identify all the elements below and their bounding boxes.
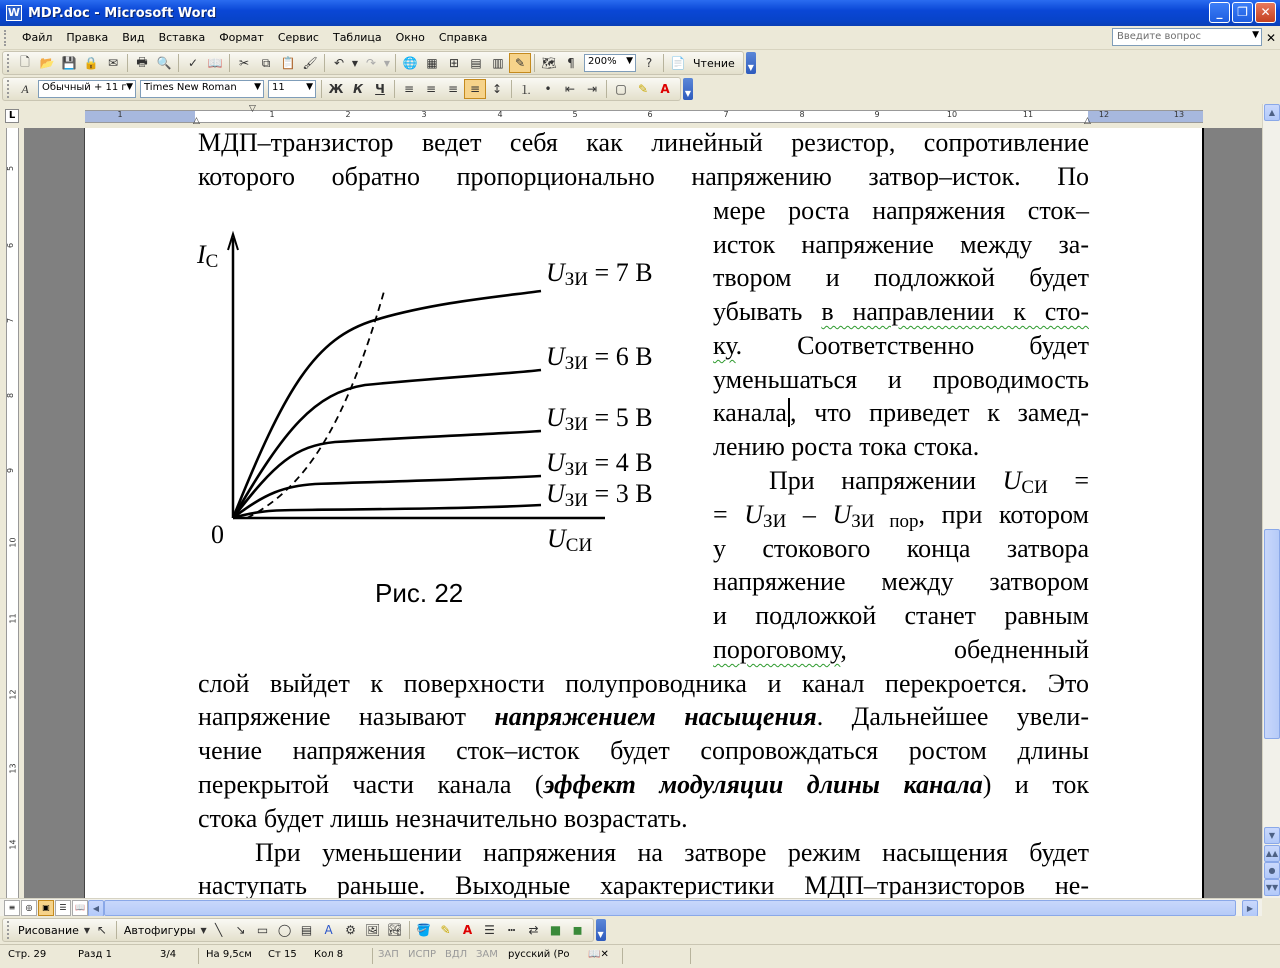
reading-layout-icon[interactable]: 📄 bbox=[670, 56, 686, 70]
curve-label-6v: $U_{ЗИ} = 6$ В bbox=[546, 342, 653, 374]
window-title: MDP.doc - Microsoft Word bbox=[28, 5, 217, 21]
curve-label-4v: $U_{ЗИ} = 4$ В bbox=[546, 448, 653, 480]
font-color-draw-icon[interactable]: A bbox=[462, 923, 473, 937]
doc-line: напряжение между затвором bbox=[713, 567, 1089, 596]
ruler-number: 8 bbox=[799, 110, 805, 119]
document-area[interactable] bbox=[24, 128, 1262, 898]
minimize-button[interactable]: _ bbox=[1209, 2, 1230, 23]
scroll-left-icon[interactable]: ◀ bbox=[88, 900, 104, 917]
redo-dropdown-icon[interactable]: ▼ bbox=[383, 58, 391, 68]
style-value: Обычный + 11 г bbox=[42, 82, 127, 93]
close-document-icon[interactable]: ✕ bbox=[1265, 31, 1276, 45]
origin-label: 0 bbox=[211, 520, 224, 549]
print-icon[interactable]: 🖶 bbox=[136, 54, 148, 69]
toolbar-options-icon[interactable]: ▼ bbox=[683, 78, 693, 100]
doc-text: убывать bbox=[713, 297, 822, 326]
align-left-icon[interactable]: ≡ bbox=[403, 82, 415, 96]
style-dropdown-icon[interactable]: ▼ bbox=[126, 82, 133, 92]
align-center-icon[interactable]: ≡ bbox=[425, 82, 437, 96]
drawing-icon[interactable]: ✎ bbox=[509, 53, 531, 73]
horizontal-scrollbar[interactable] bbox=[0, 898, 1262, 916]
doc-line: чение напряжения сток–исток будет сопровождаться ростом длины bbox=[198, 736, 1089, 765]
menu-table[interactable]: Таблица bbox=[332, 31, 382, 44]
status-section: Разд 1 bbox=[78, 949, 112, 960]
style-select[interactable] bbox=[38, 80, 136, 98]
menu-window[interactable]: Окно bbox=[395, 31, 425, 44]
doc-line: и подложкой станет равным bbox=[713, 601, 1089, 630]
autoshapes-menu-button[interactable]: Автофигуры bbox=[123, 923, 196, 937]
word-app-icon[interactable]: W bbox=[7, 6, 21, 19]
ask-dropdown-icon[interactable]: ▼ bbox=[1252, 30, 1259, 40]
curve-label-3v: $U_{ЗИ} = 3$ В bbox=[546, 479, 653, 511]
zoom-select[interactable] bbox=[584, 54, 636, 72]
copy-icon[interactable]: ⧉ bbox=[261, 55, 271, 70]
spelling-icon[interactable]: ✓ bbox=[187, 56, 199, 70]
doc-line: мере роста напряжения сток– bbox=[713, 196, 1089, 225]
ruler-number: 3 bbox=[421, 110, 427, 119]
font-size-value: 11 bbox=[272, 82, 285, 93]
doc-line bbox=[713, 396, 1089, 430]
first-line-indent-marker[interactable]: ▽ bbox=[249, 104, 256, 114]
help-icon[interactable]: ? bbox=[645, 56, 653, 70]
drawing-toolbar bbox=[0, 916, 1280, 944]
draw-menu-dropdown-icon[interactable]: ▼ bbox=[83, 925, 90, 935]
status-position: На 9,5см bbox=[206, 949, 252, 960]
oval-tool-icon[interactable]: ◯ bbox=[277, 923, 292, 937]
restore-button[interactable]: ❐ bbox=[1232, 2, 1253, 23]
cut-icon[interactable]: ✂ bbox=[238, 56, 250, 70]
menu-bar bbox=[0, 26, 1280, 50]
insert-picture-icon[interactable]: 🏞 bbox=[386, 923, 403, 937]
columns-icon[interactable]: ▥ bbox=[492, 56, 504, 70]
ruler-number: 9 bbox=[6, 467, 16, 474]
redo-icon[interactable]: ↷ bbox=[365, 56, 377, 70]
doc-text-grammar-mark: пороговому bbox=[713, 635, 841, 664]
ruler-number: 2 bbox=[345, 110, 351, 119]
ruler-number: 7 bbox=[6, 317, 16, 324]
menu-file[interactable]: Файл bbox=[22, 31, 53, 44]
save-icon[interactable]: 💾 bbox=[61, 56, 77, 70]
insert-table-icon[interactable]: ⊞ bbox=[448, 56, 460, 70]
ruler-number: 12 bbox=[1098, 110, 1110, 119]
menu-help[interactable]: Справка bbox=[438, 31, 488, 44]
scroll-down-icon[interactable]: ▼ bbox=[1264, 827, 1280, 844]
line-color-icon[interactable]: ✎ bbox=[440, 923, 451, 937]
format-painter-icon[interactable]: 🖌 bbox=[302, 56, 318, 70]
doc-text: канала bbox=[713, 398, 787, 427]
ask-question-placeholder: Введите вопрос bbox=[1117, 31, 1201, 42]
tab-selector-icon[interactable]: L bbox=[5, 109, 19, 123]
ruler-number: 7 bbox=[723, 110, 729, 119]
paste-icon[interactable]: 📋 bbox=[280, 56, 296, 70]
status-extend[interactable]: ВДЛ bbox=[445, 949, 468, 960]
vertical-ruler[interactable] bbox=[0, 128, 24, 898]
toolbar-grip[interactable] bbox=[7, 54, 10, 72]
rectangle-tool-icon[interactable]: ▭ bbox=[256, 923, 269, 937]
vertical-scrollbar[interactable] bbox=[1262, 104, 1280, 898]
show-hide-icon[interactable]: ¶ bbox=[567, 56, 575, 70]
borders-icon[interactable]: ▢ bbox=[615, 82, 627, 96]
scroll-up-icon[interactable]: ▲ bbox=[1264, 104, 1280, 121]
toolbar-options-icon[interactable]: ▼ bbox=[596, 919, 606, 941]
figure-caption: Рис. 22 bbox=[375, 578, 464, 608]
left-indent-marker[interactable]: △ bbox=[193, 116, 200, 126]
ask-question-input[interactable] bbox=[1112, 28, 1262, 46]
doc-line: твором и подложкой будет bbox=[713, 263, 1089, 292]
ruler-number: 9 bbox=[874, 110, 880, 119]
ruler-number: 4 bbox=[497, 110, 503, 119]
autoshapes-dropdown-icon[interactable]: ▼ bbox=[200, 925, 207, 935]
y-axis-label: $I_С$ bbox=[197, 240, 219, 272]
ruler-number: 14 bbox=[8, 839, 18, 850]
previous-page-icon[interactable]: ▲▲ bbox=[1264, 845, 1280, 862]
doc-text: . Соответственно будет bbox=[735, 331, 1089, 360]
font-size-select[interactable] bbox=[268, 80, 316, 98]
email-icon[interactable]: ✉ bbox=[107, 56, 119, 70]
zoom-value: 200% bbox=[588, 56, 617, 67]
shadow-style-icon[interactable]: ■ bbox=[549, 923, 562, 937]
3d-style-icon[interactable]: ◼ bbox=[572, 923, 583, 937]
doc-line bbox=[713, 329, 1089, 363]
menu-tools[interactable]: Сервис bbox=[277, 31, 319, 44]
ruler-number: 11 bbox=[1022, 110, 1034, 119]
status-column: Кол 8 bbox=[314, 949, 344, 960]
doc-line: перекрытой части канала (эффект модуляции длины канала) и ток bbox=[198, 770, 1089, 799]
ruler-number: 5 bbox=[6, 165, 16, 172]
doc-line: напряжение называют напряжением насыщения. Дальнейшее увели- bbox=[198, 702, 1090, 731]
undo-dropdown-icon[interactable]: ▼ bbox=[351, 58, 359, 68]
hyperlink-icon[interactable]: 🌐 bbox=[402, 56, 418, 70]
font-size-dropdown-icon[interactable]: ▼ bbox=[306, 82, 313, 92]
doc-line: уменьшаться и проводимость bbox=[713, 365, 1089, 394]
ruler-number: 6 bbox=[6, 242, 16, 249]
undo-icon[interactable]: ↶ bbox=[333, 56, 345, 70]
research-icon[interactable]: 📖 bbox=[207, 56, 223, 70]
next-page-icon[interactable]: ▼▼ bbox=[1264, 879, 1280, 896]
ruler-number: 5 bbox=[572, 110, 578, 119]
status-page: Стр. 29 bbox=[8, 949, 47, 960]
web-layout-icon[interactable]: ◎ bbox=[21, 900, 37, 916]
doc-text-grammar-mark: ку bbox=[713, 331, 736, 360]
status-track-changes[interactable]: ИСПР bbox=[408, 949, 437, 960]
document-page[interactable] bbox=[84, 128, 1204, 898]
font-value: Times New Roman bbox=[144, 82, 237, 93]
doc-line: наступать раньше. Выходные характеристики МДП–транзисторов не- bbox=[198, 871, 1089, 898]
line-tool-icon[interactable]: ╲ bbox=[214, 923, 223, 937]
menu-edit[interactable]: Правка bbox=[66, 31, 109, 44]
select-objects-icon[interactable]: ↖ bbox=[96, 923, 107, 937]
menu-grip[interactable] bbox=[4, 30, 7, 46]
menu-insert[interactable]: Вставка bbox=[158, 31, 206, 44]
horizontal-scroll-thumb[interactable] bbox=[104, 900, 1236, 916]
x-axis-label: $U_{СИ}$ bbox=[547, 524, 593, 556]
right-indent-marker[interactable]: △ bbox=[1084, 116, 1091, 126]
curve-label-5v: $U_{ЗИ} = 5$ В bbox=[546, 403, 653, 435]
curve-ugs-3v bbox=[233, 505, 541, 518]
term-saturation-voltage: напряжением насыщения bbox=[494, 702, 817, 731]
toolbar-options-icon[interactable]: ▼ bbox=[746, 52, 756, 74]
doc-line: пороговому, обедненный bbox=[713, 635, 1089, 664]
horizontal-ruler[interactable] bbox=[0, 104, 1280, 128]
doc-line: которого обратно пропорционально напряжению затвор–исток. По bbox=[198, 162, 1089, 191]
print-layout-icon[interactable]: ▣ bbox=[38, 900, 54, 916]
ruler-number: 1 bbox=[269, 110, 275, 119]
ruler-number: 8 bbox=[6, 392, 16, 399]
title-bar bbox=[0, 0, 1280, 26]
ruler-number: 11 bbox=[8, 613, 18, 624]
scroll-right-icon[interactable]: ▶ bbox=[1242, 900, 1258, 917]
menu-format[interactable]: Формат bbox=[219, 31, 264, 44]
ruler-number: 10 bbox=[8, 537, 18, 548]
tables-borders-icon[interactable]: ▦ bbox=[426, 56, 438, 70]
status-overtype[interactable]: ЗАМ bbox=[476, 949, 498, 960]
arrow-tool-icon[interactable]: ↘ bbox=[235, 923, 246, 937]
text-box-icon[interactable]: ▤ bbox=[300, 923, 313, 937]
doc-line: слой выйдет к поверхности полупроводника и канал перекроется. Это bbox=[198, 669, 1089, 698]
ruler-number: 1 bbox=[117, 110, 123, 119]
doc-line: исток напряжение между за- bbox=[713, 230, 1089, 259]
ruler-number: 6 bbox=[647, 110, 653, 119]
bold-button[interactable]: Ж bbox=[328, 82, 344, 96]
toolbar-grip[interactable] bbox=[7, 80, 10, 98]
wordart-icon[interactable]: A bbox=[324, 923, 333, 937]
highlight-icon[interactable]: ✎ bbox=[637, 82, 649, 96]
diagram-icon[interactable]: ⚙ bbox=[345, 923, 356, 937]
ruler-number: 13 bbox=[1173, 110, 1185, 119]
increase-indent-icon[interactable]: ⇥ bbox=[586, 82, 598, 96]
zoom-dropdown-icon[interactable]: ▼ bbox=[626, 56, 633, 66]
clip-art-icon[interactable]: 🖼 bbox=[364, 923, 381, 937]
close-button[interactable]: ✕ bbox=[1255, 2, 1276, 23]
arrow-style-icon[interactable]: ⇄ bbox=[528, 923, 539, 937]
toolbar-grip[interactable] bbox=[7, 921, 10, 939]
permission-icon[interactable]: 🔒 bbox=[83, 56, 99, 70]
font-dropdown-icon[interactable]: ▼ bbox=[254, 82, 261, 92]
curve-ugs-7v bbox=[233, 291, 541, 518]
font-select[interactable] bbox=[140, 80, 264, 98]
align-right-icon[interactable]: ≡ bbox=[447, 82, 459, 96]
print-preview-icon[interactable]: 🔍 bbox=[156, 56, 172, 70]
font-color-icon[interactable]: A bbox=[660, 82, 670, 96]
doc-line: МДП–транзистор ведет себя как линейный резистор, сопротивление bbox=[198, 128, 1089, 157]
draw-menu-button[interactable]: Рисование bbox=[18, 923, 79, 937]
select-browse-object-icon[interactable]: ● bbox=[1264, 862, 1280, 879]
doc-text: , что приведет к замед- bbox=[789, 398, 1089, 427]
doc-text-grammar-mark: в направлении к сто- bbox=[821, 297, 1089, 326]
bullets-icon[interactable]: • bbox=[544, 82, 552, 96]
numbering-icon[interactable]: ⒈ bbox=[519, 82, 532, 97]
ruler-number: 10 bbox=[946, 110, 958, 119]
italic-button[interactable]: К bbox=[353, 82, 363, 96]
doc-line: = $U_{ЗИ} - U_{ЗИ пор}$, при котором bbox=[713, 500, 1089, 532]
doc-line bbox=[713, 295, 1089, 329]
open-folder-icon[interactable]: 📂 bbox=[39, 56, 55, 70]
doc-line: При напряжении $U_{СИ}$ = bbox=[769, 466, 1089, 498]
ruler-number: 13 bbox=[8, 763, 18, 774]
decrease-indent-icon[interactable]: ⇤ bbox=[564, 82, 576, 96]
doc-line: стока будет лишь незначительно возрастать. bbox=[198, 804, 688, 833]
status-bar bbox=[0, 944, 1280, 968]
document-map-icon[interactable]: 🗺 bbox=[541, 56, 557, 70]
status-line: Ст 15 bbox=[268, 949, 297, 960]
status-page-count: 3/4 bbox=[160, 949, 177, 960]
formatting-toolbar bbox=[0, 76, 1280, 102]
reading-view-icon[interactable]: 📖 bbox=[72, 900, 88, 916]
spelling-status-icon[interactable]: 📖✕ bbox=[588, 949, 609, 960]
status-language[interactable]: русский (Ро bbox=[508, 949, 570, 960]
doc-line: При уменьшении напряжения на затворе режим насыщения будет bbox=[255, 838, 1089, 867]
justify-icon[interactable]: ≡ bbox=[464, 79, 486, 99]
line-spacing-icon[interactable]: ↕ bbox=[491, 82, 503, 96]
status-record[interactable]: ЗАП bbox=[378, 949, 399, 960]
doc-line: у стокового конца затвора bbox=[713, 534, 1089, 563]
outline-view-icon[interactable]: ☰ bbox=[55, 900, 71, 916]
line-style-icon[interactable]: ☰ bbox=[484, 923, 495, 937]
menu-view[interactable]: Вид bbox=[122, 31, 145, 44]
ruler-number: 12 bbox=[8, 689, 18, 700]
underline-button[interactable]: Ч bbox=[375, 82, 385, 96]
insert-excel-icon[interactable]: ▤ bbox=[470, 56, 482, 70]
normal-view-icon[interactable]: ≡ bbox=[4, 900, 20, 916]
styles-formatting-icon[interactable]: A bbox=[21, 81, 29, 96]
fill-color-icon[interactable]: 🪣 bbox=[416, 923, 432, 937]
dash-style-icon[interactable]: ┅ bbox=[507, 923, 516, 937]
term-channel-length-modulation: эффект модуляции длины канала bbox=[543, 770, 983, 799]
vertical-scroll-thumb[interactable] bbox=[1264, 529, 1280, 739]
doc-line: лению роста тока стока. bbox=[713, 432, 980, 461]
reading-layout-button[interactable]: Чтение bbox=[693, 56, 735, 70]
standard-toolbar bbox=[0, 50, 1280, 76]
curve-label-7v: $U_{ЗИ} = 7$ В bbox=[546, 258, 653, 290]
new-document-icon[interactable]: 🗋 bbox=[20, 54, 30, 69]
